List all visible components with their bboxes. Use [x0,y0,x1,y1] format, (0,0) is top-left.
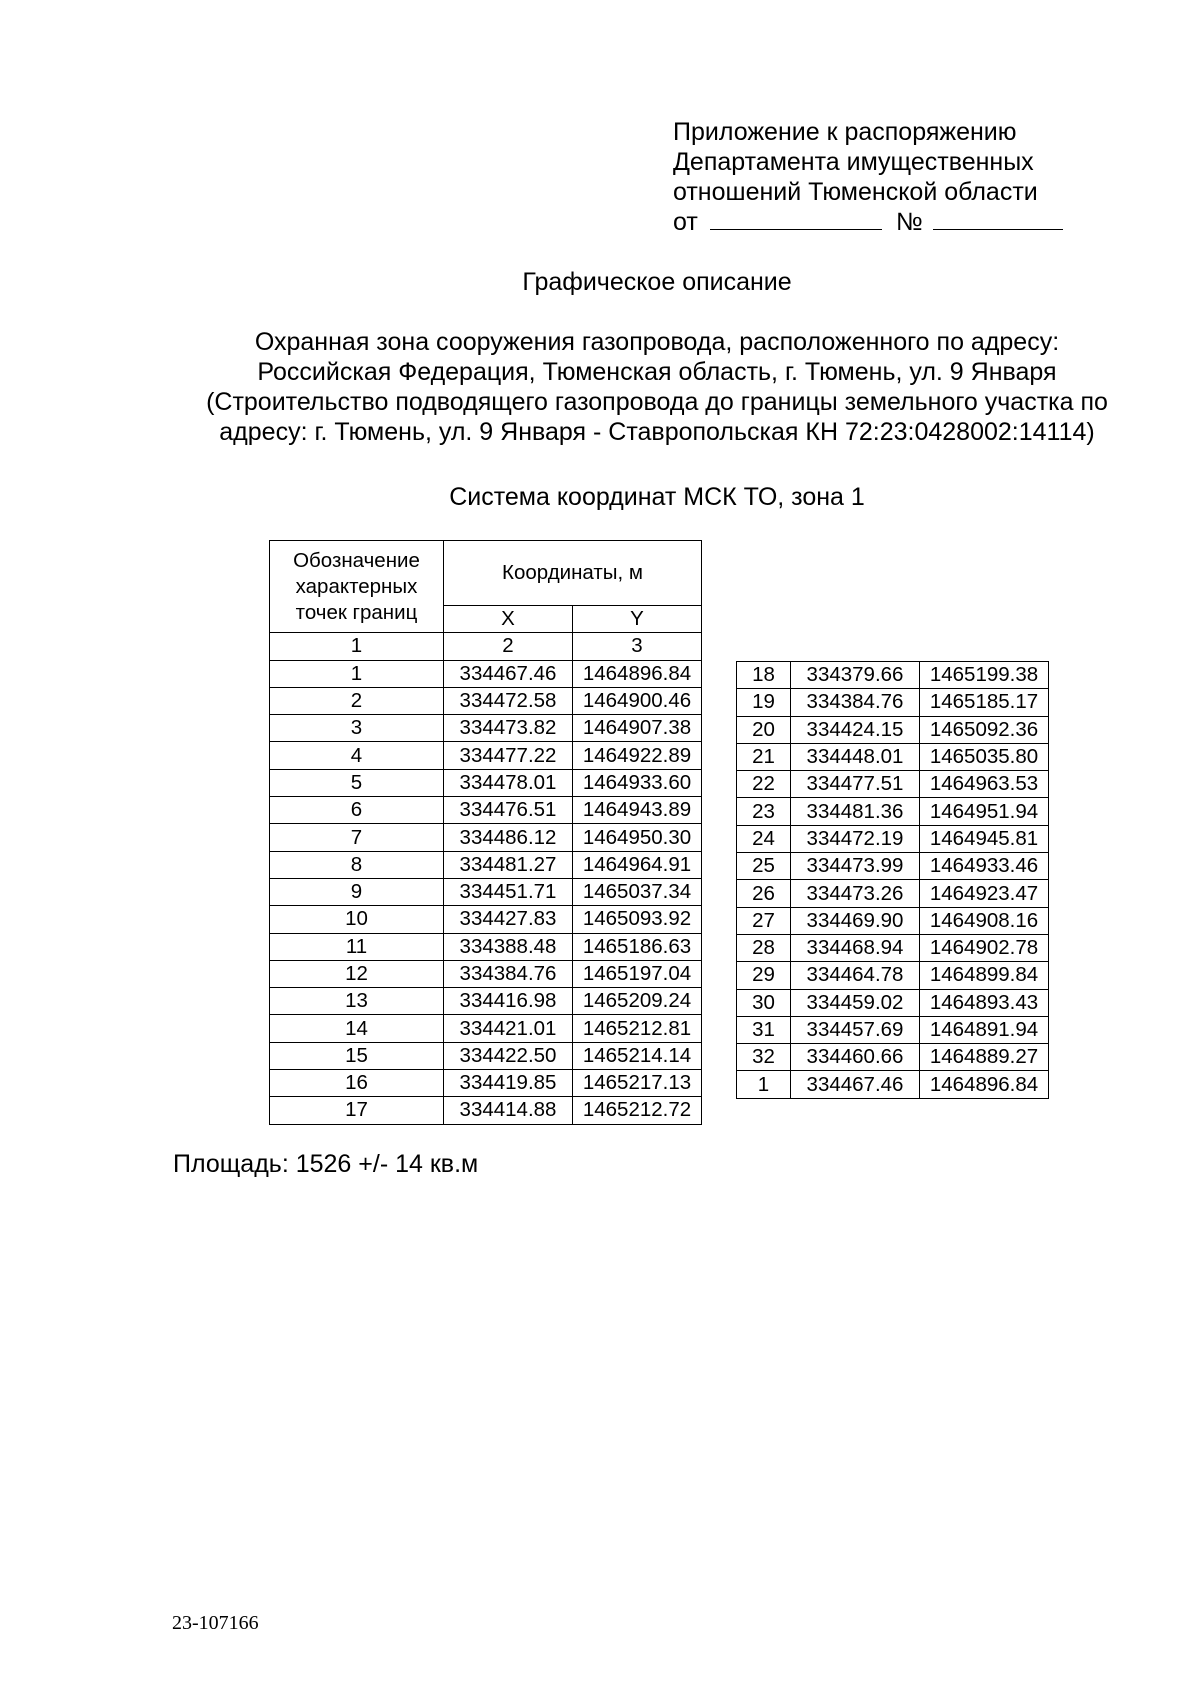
point-number-cell: 1 [270,660,444,687]
y-coordinate-cell: 1464923.47 [920,880,1049,907]
x-coordinate-cell: 334422.50 [444,1042,573,1069]
x-coordinate-cell: 334384.76 [791,689,920,716]
point-number-cell: 8 [270,851,444,878]
x-coordinate-cell: 334473.82 [444,715,573,742]
point-number-cell: 19 [737,689,791,716]
appendix-line-3: отношений Тюменской области [673,178,1038,206]
table-row [270,851,702,878]
x-coordinate-cell: 334457.69 [791,1016,920,1043]
y-coordinate-cell: 1464943.89 [573,797,702,824]
point-number-cell: 23 [737,798,791,825]
x-coordinate-cell: 334467.46 [444,660,573,687]
table-row [270,742,702,769]
x-coordinate-cell: 334478.01 [444,769,573,796]
y-coordinate-cell: 1464963.53 [920,771,1049,798]
number-blank [933,207,1063,230]
point-number-cell: 7 [270,824,444,851]
point-number-cell: 18 [737,662,791,689]
table-row [737,989,1049,1016]
point-number-cell: 16 [270,1070,444,1097]
column-number-1: 1 [270,633,444,660]
appendix-date-number-line [673,207,1093,237]
x-coordinate-cell: 334477.22 [444,742,573,769]
point-number-cell: 9 [270,878,444,905]
x-coordinate-cell: 334477.51 [791,771,920,798]
document-number: 23-107166 [172,1612,259,1634]
table-row [737,1044,1049,1071]
table-row [737,771,1049,798]
table-row [270,687,702,714]
y-coordinate-cell: 1464907.38 [573,715,702,742]
object-description [0,327,1200,447]
x-coordinate-cell: 334388.48 [444,933,573,960]
point-number-cell: 26 [737,880,791,907]
x-coordinate-cell: 334419.85 [444,1070,573,1097]
point-number-cell: 21 [737,743,791,770]
y-coordinate-cell: 1464945.81 [920,825,1049,852]
x-coordinate-cell: 334476.51 [444,797,573,824]
x-coordinate-cell: 334473.99 [791,853,920,880]
y-coordinate-cell: 1464922.89 [573,742,702,769]
x-coordinate-cell: 334459.02 [791,989,920,1016]
table-row [270,960,702,987]
table-row [270,769,702,796]
y-coordinate-cell: 1465212.81 [573,1015,702,1042]
x-coordinate-cell: 334384.76 [444,960,573,987]
y-coordinate-cell: 1465214.14 [573,1042,702,1069]
area-label: Площадь: 1526 +/- 14 кв.м [173,1150,479,1178]
x-coordinate-cell: 334416.98 [444,988,573,1015]
y-coordinate-cell: 1464891.94 [920,1016,1049,1043]
table-row [737,662,1049,689]
table-row [270,1015,702,1042]
table-row [737,825,1049,852]
y-coordinate-cell: 1464950.30 [573,824,702,851]
table-row [270,715,702,742]
table-row [737,907,1049,934]
table-row [270,1070,702,1097]
description-line-1: Охранная зона сооружения газопровода, расположенного по адресу: [254,328,1060,356]
y-coordinate-cell: 1465185.17 [920,689,1049,716]
table-row [737,689,1049,716]
header-coordinates: Координаты, м [444,541,702,606]
point-number-cell: 10 [270,906,444,933]
y-coordinate-cell: 1464896.84 [573,660,702,687]
y-coordinate-cell: 1464933.60 [573,769,702,796]
table-row [737,853,1049,880]
from-label: от [673,208,698,236]
x-coordinate-cell: 334481.36 [791,798,920,825]
point-number-cell: 4 [270,742,444,769]
point-number-cell: 27 [737,907,791,934]
y-coordinate-cell: 1465037.34 [573,878,702,905]
y-coordinate-cell: 1464893.43 [920,989,1049,1016]
point-number-cell: 2 [270,687,444,714]
table-row [737,716,1049,743]
table-row [737,798,1049,825]
x-coordinate-cell: 334424.15 [791,716,920,743]
x-coordinate-cell: 334472.58 [444,687,573,714]
x-coordinate-cell: 334464.78 [791,962,920,989]
y-coordinate-cell: 1465199.38 [920,662,1049,689]
coordinates-table-left [269,540,702,1125]
y-coordinate-cell: 1464889.27 [920,1044,1049,1071]
table-row [270,933,702,960]
point-number-cell: 25 [737,853,791,880]
table-row [270,797,702,824]
column-number-2: 2 [444,633,573,660]
point-number-cell: 12 [270,960,444,987]
y-coordinate-cell: 1464951.94 [920,798,1049,825]
header-y: Y [573,606,702,633]
header-x: X [444,606,573,633]
point-number-cell: 3 [270,715,444,742]
x-coordinate-cell: 334448.01 [791,743,920,770]
description-line-4: адресу: г. Тюмень, ул. 9 Января - Ставропольская КН 72:23:0428002:14114) [219,418,1095,446]
appendix-line-1: Приложение к распоряжению [673,118,1017,146]
table-row [737,880,1049,907]
x-coordinate-cell: 334481.27 [444,851,573,878]
table-row [737,1016,1049,1043]
x-coordinate-cell: 334421.01 [444,1015,573,1042]
y-coordinate-cell: 1465212.72 [573,1097,702,1124]
point-number-cell: 28 [737,934,791,961]
table-row [270,1042,702,1069]
x-coordinate-cell: 334469.90 [791,907,920,934]
y-coordinate-cell: 1464896.84 [920,1071,1049,1098]
date-blank [710,207,882,230]
table-row [270,824,702,851]
header-point-designation: Обозначение характерных точек границ [270,541,444,633]
x-coordinate-cell: 334473.26 [791,880,920,907]
description-line-3: (Строительство подводящего газопровода до границы земельного участка по [206,388,1108,416]
column-number-3: 3 [573,633,702,660]
x-coordinate-cell: 334427.83 [444,906,573,933]
point-number-cell: 20 [737,716,791,743]
point-number-cell: 13 [270,988,444,1015]
y-coordinate-cell: 1464933.46 [920,853,1049,880]
y-coordinate-cell: 1464900.46 [573,687,702,714]
point-number-cell: 15 [270,1042,444,1069]
table-row [270,1097,702,1124]
coordinates-table-right [736,661,1049,1099]
y-coordinate-cell: 1464964.91 [573,851,702,878]
point-number-cell: 32 [737,1044,791,1071]
x-coordinate-cell: 334460.66 [791,1044,920,1071]
table-row [737,934,1049,961]
point-number-cell: 31 [737,1016,791,1043]
x-coordinate-cell: 334486.12 [444,824,573,851]
coordinate-system-label: Система координат МСК ТО, зона 1 [449,483,865,511]
point-number-cell: 1 [737,1071,791,1098]
x-coordinate-cell: 334472.19 [791,825,920,852]
point-number-cell: 17 [270,1097,444,1124]
point-number-cell: 30 [737,989,791,1016]
table-row [270,988,702,1015]
point-number-cell: 5 [270,769,444,796]
y-coordinate-cell: 1465035.80 [920,743,1049,770]
point-number-cell: 22 [737,771,791,798]
table-row [737,1071,1049,1098]
table-column-number-row [270,633,702,660]
point-number-cell: 29 [737,962,791,989]
y-coordinate-cell: 1465197.04 [573,960,702,987]
y-coordinate-cell: 1465092.36 [920,716,1049,743]
table-row [737,743,1049,770]
document-title: Графическое описание [522,268,792,296]
point-number-cell: 11 [270,933,444,960]
point-number-cell: 6 [270,797,444,824]
x-coordinate-cell: 334379.66 [791,662,920,689]
x-coordinate-cell: 334467.46 [791,1071,920,1098]
table-row [270,660,702,687]
y-coordinate-cell: 1464908.16 [920,907,1049,934]
appendix-line-2: Департамента имущественных [673,148,1034,176]
y-coordinate-cell: 1464899.84 [920,962,1049,989]
y-coordinate-cell: 1465217.13 [573,1070,702,1097]
y-coordinate-cell: 1464902.78 [920,934,1049,961]
y-coordinate-cell: 1465093.92 [573,906,702,933]
description-line-2: Российская Федерация, Тюменская область, г. Тюмень, ул. 9 Января [257,358,1057,386]
table-header-row [270,541,702,606]
x-coordinate-cell: 334468.94 [791,934,920,961]
point-number-cell: 14 [270,1015,444,1042]
number-label: № [895,208,923,236]
y-coordinate-cell: 1465186.63 [573,933,702,960]
x-coordinate-cell: 334414.88 [444,1097,573,1124]
appendix-header [673,117,1093,237]
y-coordinate-cell: 1465209.24 [573,988,702,1015]
table-row [737,962,1049,989]
x-coordinate-cell: 334451.71 [444,878,573,905]
table-row [270,878,702,905]
point-number-cell: 24 [737,825,791,852]
table-row [270,906,702,933]
